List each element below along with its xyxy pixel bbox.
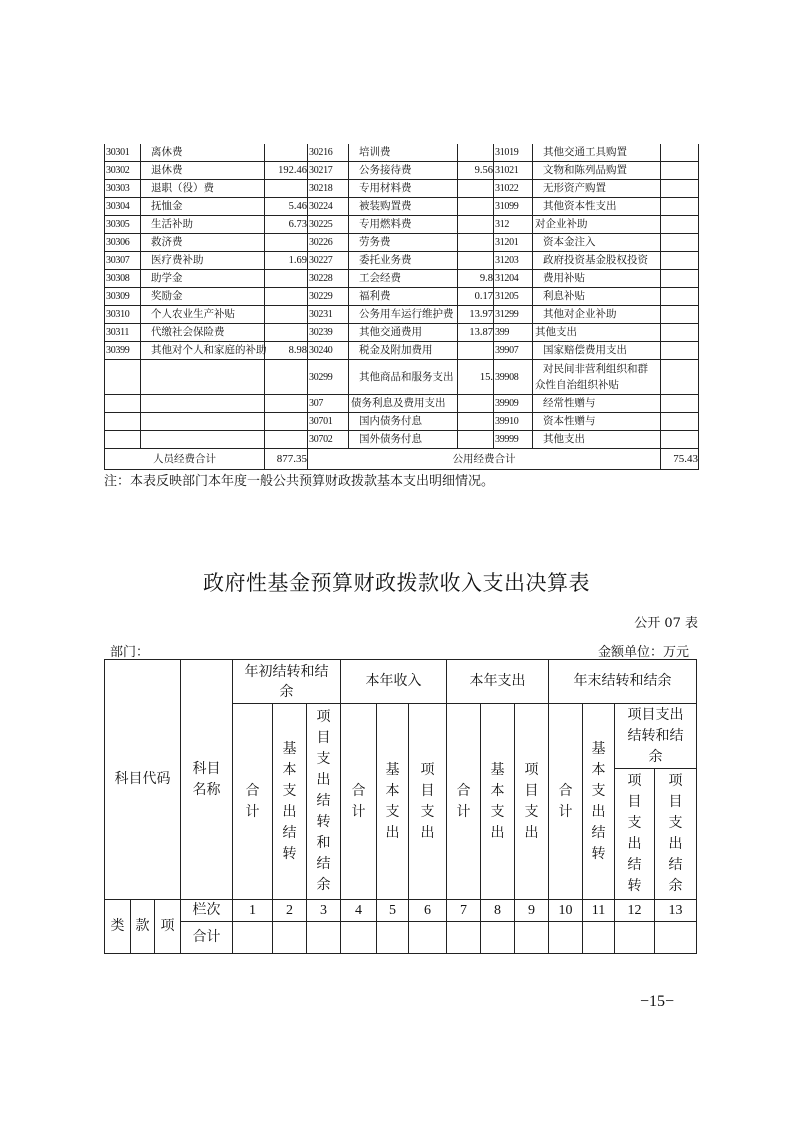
personnel-code-cell: 30301 bbox=[105, 144, 141, 162]
capital-name-cell: 文物和陈列品购置 bbox=[533, 162, 661, 180]
column-number: 11 bbox=[583, 900, 615, 922]
capital-amount-cell bbox=[661, 162, 699, 180]
table-number: 公开 07 表 bbox=[634, 616, 698, 631]
capital-code-cell: 31203 bbox=[494, 252, 533, 270]
column-number: 6 bbox=[409, 900, 447, 922]
public-amount-cell bbox=[458, 180, 494, 198]
personnel-name-cell: 退休费 bbox=[141, 162, 265, 180]
header-income-project bbox=[409, 704, 447, 900]
capital-code-cell: 39910 bbox=[494, 413, 533, 431]
vertical-header-text: 基本支出结转 bbox=[591, 740, 606, 862]
header-expense-project bbox=[515, 704, 549, 900]
header-end-basic-carry bbox=[583, 704, 615, 900]
personnel-code-cell bbox=[105, 413, 141, 431]
public-total-label: 公用经费合计 bbox=[308, 449, 661, 470]
column-number-label: 栏次 bbox=[181, 900, 233, 922]
personnel-name-cell: 医疗费补助 bbox=[141, 252, 265, 270]
table-row bbox=[105, 162, 699, 180]
public-code-cell: 30227 bbox=[308, 252, 349, 270]
personnel-name-cell: 救济费 bbox=[141, 234, 265, 252]
sum-value-cell bbox=[409, 922, 447, 954]
sum-value-cell bbox=[549, 922, 583, 954]
capital-name-cell: 无形资产购置 bbox=[533, 180, 661, 198]
capital-amount-cell bbox=[661, 413, 699, 431]
table-row bbox=[105, 324, 699, 342]
table-row bbox=[105, 360, 699, 395]
public-code-cell: 307 bbox=[308, 395, 349, 413]
header-begin-total bbox=[233, 704, 273, 900]
capital-amount-cell bbox=[661, 395, 699, 413]
sum-value-cell bbox=[615, 922, 655, 954]
personnel-code-cell: 30305 bbox=[105, 216, 141, 234]
public-code-cell: 30226 bbox=[308, 234, 349, 252]
header-kuan: 款 bbox=[131, 900, 155, 954]
public-code-cell: 30218 bbox=[308, 180, 349, 198]
personnel-code-cell: 30307 bbox=[105, 252, 141, 270]
sum-value-cell bbox=[655, 922, 697, 954]
public-amount-cell bbox=[458, 198, 494, 216]
table-row bbox=[105, 413, 699, 431]
capital-amount-cell bbox=[661, 144, 699, 162]
vertical-header-text: 项目支出结转 bbox=[627, 773, 642, 894]
personnel-name-cell: 奖励金 bbox=[141, 288, 265, 306]
sum-value-cell bbox=[307, 922, 341, 954]
public-name-cell: 专用燃料费 bbox=[349, 216, 458, 234]
sum-row-label: 合计 bbox=[181, 922, 233, 954]
capital-code-cell: 39908 bbox=[494, 360, 533, 395]
vertical-header-text: 合计 bbox=[456, 782, 471, 820]
personnel-code-cell bbox=[105, 395, 141, 413]
table-row bbox=[105, 252, 699, 270]
public-name-cell: 工会经费 bbox=[349, 270, 458, 288]
capital-code-cell: 31019 bbox=[494, 144, 533, 162]
sum-value-cell bbox=[447, 922, 481, 954]
page-title: 政府性基金预算财政拨款收入支出决算表 bbox=[203, 571, 590, 595]
department-label: 部门： bbox=[110, 645, 150, 660]
personnel-amount-cell: 8.98 bbox=[265, 342, 308, 360]
header-end-total bbox=[549, 704, 583, 900]
personnel-amount-cell bbox=[265, 180, 308, 198]
public-amount-cell bbox=[458, 234, 494, 252]
column-number: 7 bbox=[447, 900, 481, 922]
personnel-name-cell: 代缴社会保险费 bbox=[141, 324, 265, 342]
government-fund-table bbox=[104, 659, 697, 954]
public-name-cell: 国外债务付息 bbox=[349, 431, 458, 449]
public-amount-cell bbox=[458, 144, 494, 162]
capital-amount-cell bbox=[661, 216, 699, 234]
personnel-amount-cell bbox=[265, 395, 308, 413]
capital-name-cell: 其他资本性支出 bbox=[533, 198, 661, 216]
header-income-basic bbox=[377, 704, 409, 900]
public-amount-cell bbox=[458, 342, 494, 360]
column-number: 3 bbox=[307, 900, 341, 922]
public-name-cell: 被装购置费 bbox=[349, 198, 458, 216]
table-row bbox=[105, 306, 699, 324]
header-current-expense: 本年支出 bbox=[447, 660, 549, 704]
capital-code-cell: 312 bbox=[494, 216, 533, 234]
table-row bbox=[105, 180, 699, 198]
personnel-code-cell: 30303 bbox=[105, 180, 141, 198]
column-number: 4 bbox=[341, 900, 377, 922]
personnel-amount-cell bbox=[265, 234, 308, 252]
capital-amount-cell bbox=[661, 431, 699, 449]
public-name-cell: 委托业务费 bbox=[349, 252, 458, 270]
personnel-amount-cell bbox=[265, 306, 308, 324]
public-code-cell: 30701 bbox=[308, 413, 349, 431]
vertical-header-text: 基本支出结转 bbox=[282, 740, 297, 862]
personnel-name-cell: 个人农业生产补贴 bbox=[141, 306, 265, 324]
header-end-project-balance bbox=[655, 769, 697, 900]
capital-name-cell: 费用补贴 bbox=[533, 270, 661, 288]
capital-code-cell: 31022 bbox=[494, 180, 533, 198]
capital-name-cell: 资本金注入 bbox=[533, 234, 661, 252]
personnel-amount-cell bbox=[265, 144, 308, 162]
personnel-amount-cell bbox=[265, 360, 308, 395]
capital-amount-cell bbox=[661, 198, 699, 216]
public-name-cell: 培训费 bbox=[349, 144, 458, 162]
header-expense-basic bbox=[481, 704, 515, 900]
capital-name-cell: 其他支出 bbox=[533, 324, 661, 342]
table-row bbox=[105, 288, 699, 306]
personnel-name-cell bbox=[141, 431, 265, 449]
personnel-code-cell: 30399 bbox=[105, 342, 141, 360]
public-name-cell: 公务接待费 bbox=[349, 162, 458, 180]
personnel-name-cell bbox=[141, 360, 265, 395]
personnel-amount-cell bbox=[265, 413, 308, 431]
table-row bbox=[105, 234, 699, 252]
column-number: 9 bbox=[515, 900, 549, 922]
public-name-cell: 福利费 bbox=[349, 288, 458, 306]
personnel-name-cell: 退职（役）费 bbox=[141, 180, 265, 198]
personnel-total-label: 人员经费合计 bbox=[105, 449, 265, 470]
table-row bbox=[105, 216, 699, 234]
vertical-header-text: 项目支出 bbox=[524, 761, 539, 841]
table-row bbox=[105, 431, 699, 449]
public-code-cell: 30240 bbox=[308, 342, 349, 360]
vertical-header-text: 合计 bbox=[351, 782, 366, 820]
capital-name-cell: 其他交通工具购置 bbox=[533, 144, 661, 162]
public-amount-cell bbox=[458, 395, 494, 413]
personnel-name-cell bbox=[141, 413, 265, 431]
capital-name-cell: 对企业补助 bbox=[533, 216, 661, 234]
capital-name-cell: 政府投资基金股权投资 bbox=[533, 252, 661, 270]
header-subject-code: 科目代码 bbox=[105, 660, 181, 900]
column-number: 5 bbox=[377, 900, 409, 922]
public-amount-cell: 13.87 bbox=[458, 324, 494, 342]
public-amount-cell: 0.17 bbox=[458, 288, 494, 306]
personnel-total-value: 877.35 bbox=[265, 449, 308, 470]
personnel-name-cell: 其他对个人和家庭的补助 bbox=[141, 342, 265, 360]
capital-amount-cell bbox=[661, 252, 699, 270]
vertical-header-text: 合计 bbox=[245, 782, 260, 820]
personnel-amount-cell: 192.46 bbox=[265, 162, 308, 180]
header-begin-basic-carry bbox=[273, 704, 307, 900]
personnel-code-cell: 30308 bbox=[105, 270, 141, 288]
public-name-cell: 债务利息及费用支出 bbox=[349, 395, 458, 413]
capital-name-cell: 对民间非营利组织和群众性自治组织补贴 bbox=[533, 360, 661, 395]
capital-code-cell: 39909 bbox=[494, 395, 533, 413]
public-amount-cell: 15. bbox=[458, 360, 494, 395]
public-code-cell: 30231 bbox=[308, 306, 349, 324]
capital-amount-cell bbox=[661, 360, 699, 395]
sum-value-cell bbox=[273, 922, 307, 954]
capital-code-cell: 31201 bbox=[494, 234, 533, 252]
public-amount-cell: 9.56 bbox=[458, 162, 494, 180]
capital-name-cell: 经常性赠与 bbox=[533, 395, 661, 413]
capital-code-cell: 31204 bbox=[494, 270, 533, 288]
personnel-amount-cell bbox=[265, 324, 308, 342]
personnel-amount-cell: 6.73 bbox=[265, 216, 308, 234]
public-amount-cell bbox=[458, 252, 494, 270]
personnel-amount-cell bbox=[265, 431, 308, 449]
header-end-balance: 年末结转和结余 bbox=[549, 660, 697, 704]
header-lei: 类 bbox=[105, 900, 131, 954]
header-begin-balance: 年初结转和结余 bbox=[233, 660, 341, 704]
header-xiang: 项 bbox=[155, 900, 181, 954]
public-code-cell: 30239 bbox=[308, 324, 349, 342]
header-subject-name: 科目名称 bbox=[181, 660, 233, 900]
totals-row bbox=[105, 449, 699, 470]
capital-name-cell: 国家赔偿费用支出 bbox=[533, 342, 661, 360]
personnel-code-cell: 30306 bbox=[105, 234, 141, 252]
capital-name-cell: 利息补贴 bbox=[533, 288, 661, 306]
public-code-cell: 30228 bbox=[308, 270, 349, 288]
header-end-project-carry bbox=[615, 769, 655, 900]
column-number: 13 bbox=[655, 900, 697, 922]
vertical-header-text: 基本支出 bbox=[385, 761, 400, 841]
capital-code-cell: 31099 bbox=[494, 198, 533, 216]
public-amount-cell bbox=[458, 413, 494, 431]
capital-name-cell: 资本性赠与 bbox=[533, 413, 661, 431]
public-code-cell: 30224 bbox=[308, 198, 349, 216]
basic-expense-detail-table bbox=[104, 144, 699, 470]
sum-value-cell bbox=[481, 922, 515, 954]
capital-code-cell: 39907 bbox=[494, 342, 533, 360]
header-current-income: 本年收入 bbox=[341, 660, 447, 704]
personnel-amount-cell bbox=[265, 270, 308, 288]
vertical-header-text: 项目支出 bbox=[420, 761, 435, 841]
public-code-cell: 30299 bbox=[308, 360, 349, 395]
column-number: 1 bbox=[233, 900, 273, 922]
header-begin-project-carry-balance bbox=[307, 704, 341, 900]
personnel-name-cell bbox=[141, 395, 265, 413]
public-name-cell: 其他商品和服务支出 bbox=[349, 360, 458, 395]
personnel-amount-cell: 1.69 bbox=[265, 252, 308, 270]
personnel-code-cell: 30302 bbox=[105, 162, 141, 180]
vertical-header-text: 项目支出结转和结余 bbox=[316, 709, 331, 893]
public-code-cell: 30216 bbox=[308, 144, 349, 162]
public-name-cell: 国内债务付息 bbox=[349, 413, 458, 431]
table-note: 注：本表反映部门本年度一般公共预算财政拨款基本支出明细情况。 bbox=[104, 474, 495, 489]
personnel-name-cell: 助学金 bbox=[141, 270, 265, 288]
table-row bbox=[105, 270, 699, 288]
public-amount-cell: 13.97 bbox=[458, 306, 494, 324]
column-number: 8 bbox=[481, 900, 515, 922]
public-code-cell: 30217 bbox=[308, 162, 349, 180]
capital-amount-cell bbox=[661, 306, 699, 324]
column-number: 2 bbox=[273, 900, 307, 922]
vertical-header-text: 项目支出结余 bbox=[668, 773, 683, 894]
capital-amount-cell bbox=[661, 342, 699, 360]
personnel-code-cell: 30311 bbox=[105, 324, 141, 342]
capital-amount-cell bbox=[661, 180, 699, 198]
public-name-cell: 税金及附加费用 bbox=[349, 342, 458, 360]
capital-code-cell: 31205 bbox=[494, 288, 533, 306]
table-row bbox=[105, 342, 699, 360]
sum-value-cell bbox=[583, 922, 615, 954]
sum-value-cell bbox=[515, 922, 549, 954]
capital-code-cell: 31021 bbox=[494, 162, 533, 180]
sum-value-cell bbox=[233, 922, 273, 954]
public-amount-cell: 9.8 bbox=[458, 270, 494, 288]
header-expense-total bbox=[447, 704, 481, 900]
vertical-header-text: 基本支出 bbox=[490, 761, 505, 841]
personnel-code-cell: 30310 bbox=[105, 306, 141, 324]
public-name-cell: 专用材料费 bbox=[349, 180, 458, 198]
vertical-header-text: 合计 bbox=[558, 782, 573, 820]
sum-value-cell bbox=[341, 922, 377, 954]
table-row bbox=[105, 198, 699, 216]
sum-value-cell bbox=[377, 922, 409, 954]
public-total-value: 75.43 bbox=[661, 449, 699, 470]
personnel-name-cell: 离休费 bbox=[141, 144, 265, 162]
public-code-cell: 30229 bbox=[308, 288, 349, 306]
personnel-code-cell: 30309 bbox=[105, 288, 141, 306]
public-amount-cell bbox=[458, 216, 494, 234]
capital-code-cell: 39999 bbox=[494, 431, 533, 449]
public-amount-cell bbox=[458, 431, 494, 449]
personnel-amount-cell bbox=[265, 288, 308, 306]
column-number: 12 bbox=[615, 900, 655, 922]
capital-name-cell: 其他对企业补助 bbox=[533, 306, 661, 324]
capital-amount-cell bbox=[661, 288, 699, 306]
capital-code-cell: 399 bbox=[494, 324, 533, 342]
page-number: −15− bbox=[640, 993, 675, 1010]
public-name-cell: 公务用车运行维护费 bbox=[349, 306, 458, 324]
capital-code-cell: 31299 bbox=[494, 306, 533, 324]
public-code-cell: 30225 bbox=[308, 216, 349, 234]
capital-amount-cell bbox=[661, 234, 699, 252]
header-end-project-group: 项目支出结转和结余 bbox=[615, 704, 697, 769]
personnel-name-cell: 抚恤金 bbox=[141, 198, 265, 216]
personnel-amount-cell: 5.46 bbox=[265, 198, 308, 216]
public-name-cell: 其他交通费用 bbox=[349, 324, 458, 342]
personnel-code-cell bbox=[105, 360, 141, 395]
table-row bbox=[105, 395, 699, 413]
personnel-code-cell bbox=[105, 431, 141, 449]
table-row bbox=[105, 144, 699, 162]
header-income-total bbox=[341, 704, 377, 900]
public-name-cell: 劳务费 bbox=[349, 234, 458, 252]
capital-amount-cell bbox=[661, 270, 699, 288]
column-number: 10 bbox=[549, 900, 583, 922]
capital-name-cell: 其他支出 bbox=[533, 431, 661, 449]
public-code-cell: 30702 bbox=[308, 431, 349, 449]
personnel-code-cell: 30304 bbox=[105, 198, 141, 216]
capital-amount-cell bbox=[661, 324, 699, 342]
amount-unit-label: 金额单位：万元 bbox=[597, 645, 689, 660]
personnel-name-cell: 生活补助 bbox=[141, 216, 265, 234]
